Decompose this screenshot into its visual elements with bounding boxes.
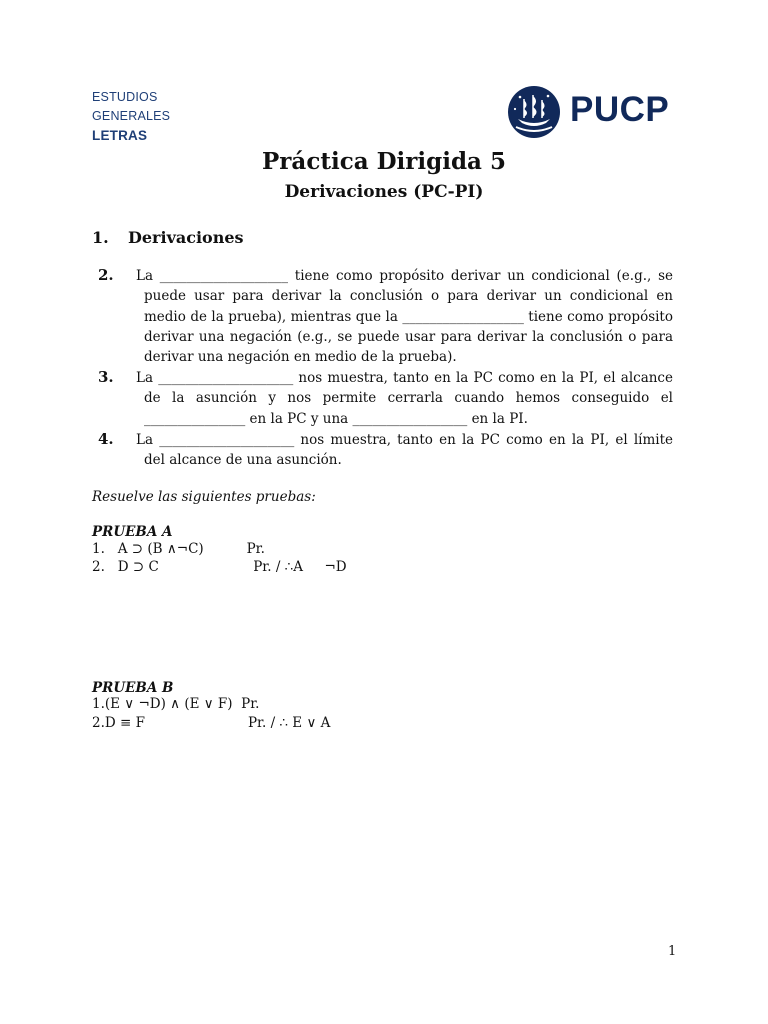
header-generales: GENERALES [92,109,171,123]
header-letras: LETRAS [92,128,148,143]
section-heading [92,228,244,247]
pucp-logo [506,85,671,139]
pucp-logo-text: PUCP [570,90,670,129]
instruction-text: Resuelve las siguientes pruebas: [92,489,316,505]
exercise-item [98,430,673,471]
document-title: Práctica Dirigida 5 [262,148,506,175]
institution-header [92,88,170,145]
section-number: 1. [92,228,109,247]
section-label: Derivaciones [128,228,244,247]
item-text: La ___________________ tiene como propósito derivar un condicional (e.g., se puede usar para derivar la conclusión o para derivar un condicional en medio de la prueba), mientras que la __________________ tiene como propósito derivar una negación (e.g., se puede usar para derivar la conclusión o para derivar una negación en medio de la prueba). [136,268,673,366]
document-subtitle: Derivaciones (PC-PI) [284,182,484,202]
proof-a-title: PRUEBA A [92,524,173,540]
item-text: La ____________________ nos muestra, tanto en la PC como en la PI, el límite del alcance de una asunción. [136,432,673,469]
proof-b-line: 1.(E ∨ ¬D) ∧ (E ∨ F) Pr. [92,696,260,712]
proof-a-line: 2. D ⊃ C Pr. / ∴A ¬D [92,559,347,575]
item-number: 3. [98,368,114,386]
page-number: 1 [668,944,677,959]
item-number: 4. [98,430,114,448]
header-estudios: ESTUDIOS [92,90,158,104]
proof-b-title: PRUEBA B [92,680,174,696]
ship-seal-icon [506,85,562,139]
exercise-item [98,266,673,367]
exercise-item [98,368,673,429]
proof-b-line: 2.D ≡ F Pr. / ∴ E ∨ A [92,715,331,731]
proof-a-line: 1. A ⊃ (B ∧¬C) Pr. [92,541,265,557]
item-text: La ____________________ nos muestra, tanto en la PC como en la PI, el alcance de la asunción y nos permite cerrarla cuando hemos conseguido el _______________ en la PC y una _________________ en la PI. [136,370,673,427]
item-number: 2. [98,266,114,284]
